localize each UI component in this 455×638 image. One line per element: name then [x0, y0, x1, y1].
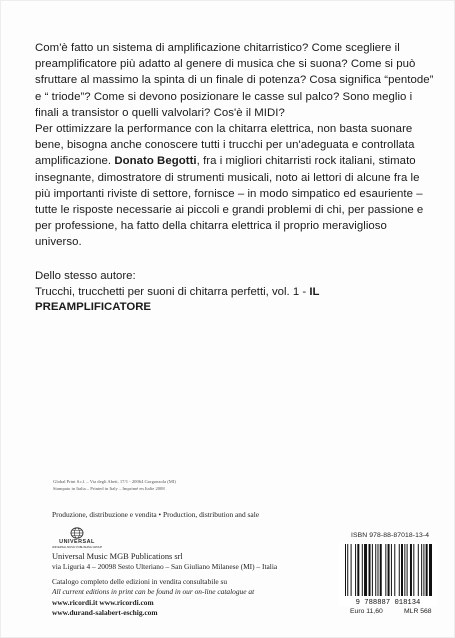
blurb-text [35, 40, 435, 251]
barcode-digits: 9 788887 018134 [355, 599, 421, 606]
publisher-address: via Liguria 4 – 20098 Sesto Ulteriano – San Giuliano Milanese (MI) – Italia [52, 562, 278, 572]
barcode-icon [339, 542, 437, 606]
author-name: Donato Begotti [114, 155, 197, 168]
globe-icon [71, 528, 83, 538]
universal-music-logo [50, 526, 104, 550]
catalog-code: MLR 568 [404, 608, 432, 615]
logo-wordmark: UNIVERSAL [59, 539, 95, 545]
other-works-title-plain: Trucchi, trucchetti per suoni di chitarra perfetti, vol. 1 - [35, 285, 310, 298]
catalog-line-it: Catalogo completo delle edizioni in vendita consultabile su [52, 576, 228, 586]
imprint-line-2: Stampato in Italia – Printed in Italy – Imprimé en Italie 2008 [53, 485, 165, 491]
imprint-line-1: Global Print S.r.l. – Via degli Abeti, 17/1 - 20064 Gorgonzola (MI) [53, 479, 176, 484]
blurb-p2-rest: , fra i migliori chitarristi rock italiani, stimato insegnante, dimostratore di strumenti musicali, noto ai lettori di alcune fra le più importanti riviste di settore, fornisce – in modo simpatico ed esauriente – tutte le risposte necessarie ai piccoli e grandi problemi di chi, per passione e per professione, ha fatto della chitarra elettrica il proprio meraviglioso universo. [35, 155, 424, 249]
isbn-label: ISBN 978-88-87018-13-4 [351, 532, 430, 539]
website-links-1: www.ricordi.it www.ricordi.com [52, 597, 154, 607]
other-works-block [35, 269, 435, 316]
catalog-line-en: All current editions in print can be found in our on-line catalogue at [52, 587, 255, 597]
other-works-title [35, 285, 435, 316]
publisher-company: Universal Music MGB Publications srl [52, 552, 183, 561]
blurb-paragraph-1: Com'è fatto un sistema di amplificazione chitarristico? Come scegliere il preamplificatore più adatto al genere di musica che si suona? Come si può sfruttare al massimo la spinta di un finale di potenza? Cosa significa “pentode” e “ triode”? Come si devono posizionare le casse sul palco? Sono meglio i finali a transistor o quelli valvolari? Cos'è il MIDI? [35, 42, 434, 119]
blurb-paragraph-2 [35, 121, 435, 251]
logo-subtitle: UNIVERSAL MUSIC PUBLISHING GROUP [51, 546, 103, 549]
website-links-2: www.durand-salabert-eschig.com [52, 608, 158, 618]
other-works-title-bold: IL PREAMPLIFICATORE [35, 285, 320, 313]
other-works-heading: Dello stesso autore: [35, 270, 136, 282]
publisher-block [52, 552, 332, 618]
distribution-line: Produzione, distribuzione e vendita • Production, distribution and sale [52, 510, 260, 519]
blurb-p2-intro: Per ottimizzare la performance con la chitarra elettrica, non basta suonare bene, bisogna anche conoscere tutti i trucchi per un'adeguata e controllata amplificazione. [35, 123, 415, 168]
price-label: Euro 11,60 [350, 608, 383, 615]
printer-imprint [53, 479, 313, 493]
